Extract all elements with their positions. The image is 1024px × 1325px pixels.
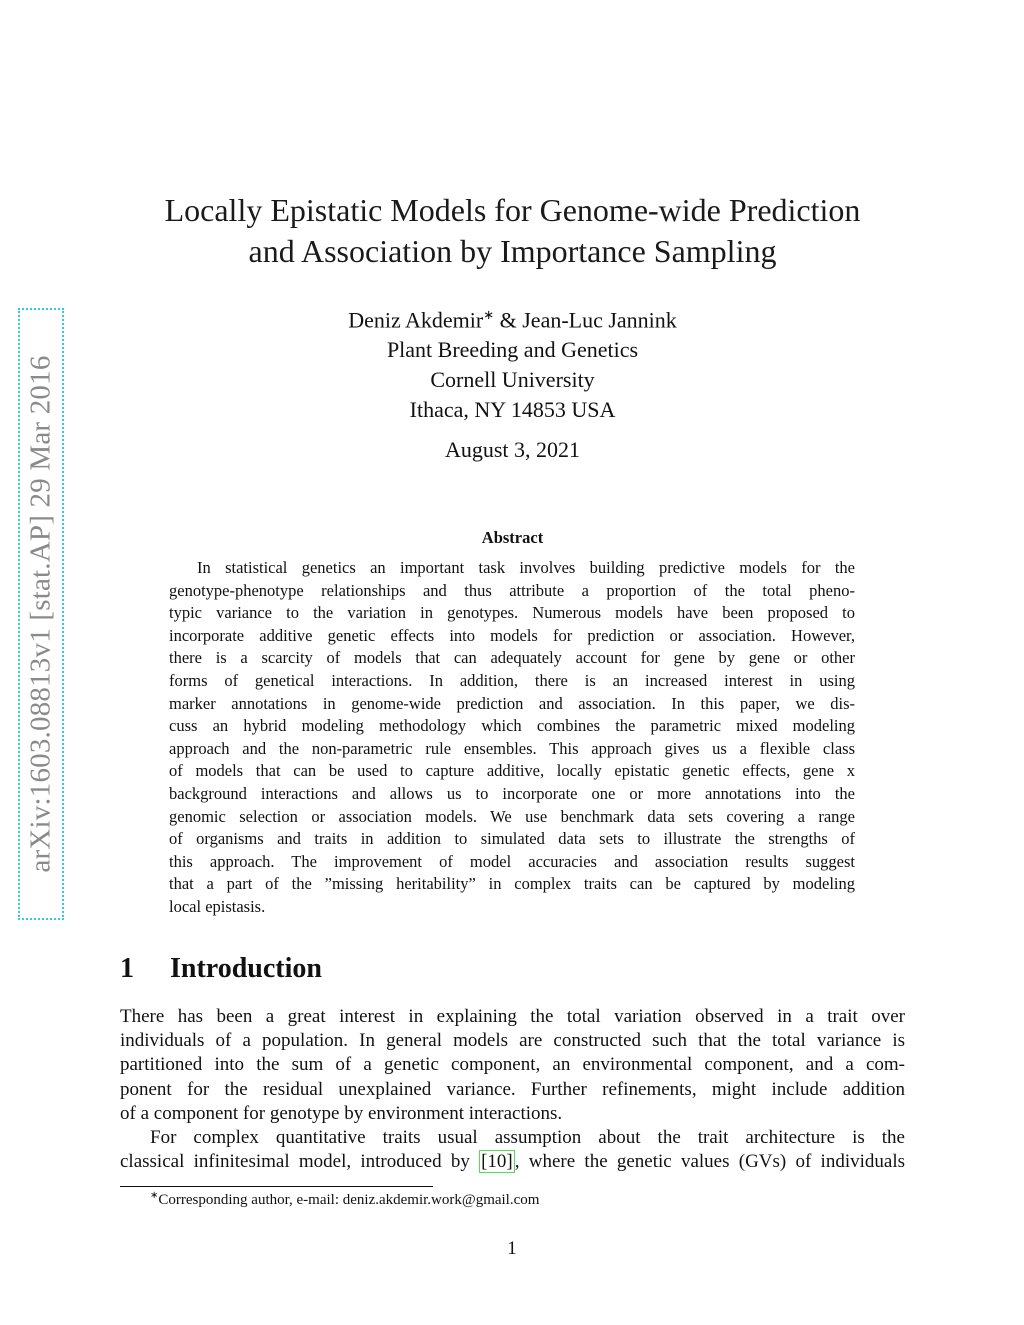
footnote-mark: ∗ <box>150 1190 159 1201</box>
abstract-line: this approach. The improvement of model accuracies and association results suggest <box>169 851 855 871</box>
title-line-2: and Association by Importance Sampling <box>248 233 777 269</box>
abstract-line: genotype-phenotype relationships and thus attribute a proportion of the total pheno- <box>169 580 855 600</box>
abstract-line: forms of genetical interactions. In addition, there is an increased interest in using <box>169 670 855 690</box>
arxiv-identifier-text: arXiv:1603.08813v1 [stat.AP] 29 Mar 2016 <box>24 355 57 873</box>
body-line: individuals of a population. In general models are constructed such that the total variance is <box>120 1030 905 1052</box>
abstract-line: local epistasis. <box>169 896 266 916</box>
section-number: 1 <box>120 953 134 984</box>
citation-link[interactable]: [10] <box>481 1151 513 1173</box>
page-number: 1 <box>507 1238 517 1259</box>
footnote <box>150 1190 539 1209</box>
section-heading-introduction <box>120 953 322 985</box>
author-university: Cornell University <box>430 367 595 393</box>
body-line: partitioned into the sum of a genetic component, an environmental component, and a com- <box>120 1054 905 1076</box>
abstract-line: that a part of the ”missing heritability” in complex traits can be captured by modeling <box>169 874 855 894</box>
author-2: & Jean-Luc Jannink <box>494 307 677 333</box>
title-line-1: Locally Epistatic Models for Genome-wide Prediction <box>164 192 861 228</box>
body-line: There has been a great interest in explaining the total variation observed in a trait over <box>120 1006 905 1027</box>
introduction-body <box>120 1005 905 1174</box>
body-line <box>120 1150 905 1174</box>
abstract-line: there is a scarcity of models that can adequately account for gene by gene or other <box>169 648 855 668</box>
body-line: For complex quantitative traits usual assumption about the trait architecture is the <box>150 1127 905 1149</box>
body-text: , where the genetic values (GVs) of individuals <box>514 1151 905 1173</box>
abstract-line: of organisms and traits in addition to simulated data sets to illustrate the strengths of <box>169 829 855 849</box>
body-line: of a component for genotype by environment interactions. <box>120 1102 563 1124</box>
corresponding-mark: ∗ <box>483 307 495 322</box>
abstract-heading: Abstract <box>481 528 544 547</box>
paper-title <box>120 190 905 272</box>
author-block <box>120 300 905 425</box>
abstract-line: typic variance to the variation in genotypes. Numerous models have been proposed to <box>169 603 855 623</box>
abstract-body <box>169 557 855 919</box>
abstract-line: genomic selection or association models. We use benchmark data sets covering a range <box>169 806 855 826</box>
author-names <box>120 300 905 335</box>
abstract-line: incorporate additive genetic effects into models for prediction or association. However, <box>169 625 855 645</box>
section-title: Introduction <box>170 953 322 984</box>
abstract-line: approach and the non-parametric rule ensembles. This approach gives us a flexible class <box>169 738 855 758</box>
footnote-text: Corresponding author, e-mail: deniz.akdemir.work@gmail.com <box>158 1192 540 1208</box>
abstract-line: cuss an hybrid modeling methodology which combines the parametric mixed modeling <box>169 716 855 736</box>
body-text: classical infinitesimal model, introduced by <box>120 1151 480 1173</box>
arxiv-identifier-stamp <box>18 308 64 920</box>
abstract-line: of models that can be used to capture additive, locally epistatic genetic effects, gene x <box>169 761 855 781</box>
author-department: Plant Breeding and Genetics <box>386 337 639 363</box>
author-address: Ithaca, NY 14853 USA <box>409 397 616 423</box>
footnote-divider <box>120 1186 433 1187</box>
author-1: Deniz Akdemir <box>348 307 484 333</box>
body-line: ponent for the residual unexplained variance. Further refinements, might include addition <box>120 1078 905 1100</box>
paper-date: August 3, 2021 <box>444 437 581 462</box>
abstract-line: In statistical genetics an important task involves building predictive models for the <box>197 558 855 577</box>
abstract-line: background interactions and allows us to incorporate one or more annotations into the <box>169 783 855 803</box>
abstract-line: marker annotations in genome-wide prediction and association. In this paper, we dis- <box>169 693 855 713</box>
